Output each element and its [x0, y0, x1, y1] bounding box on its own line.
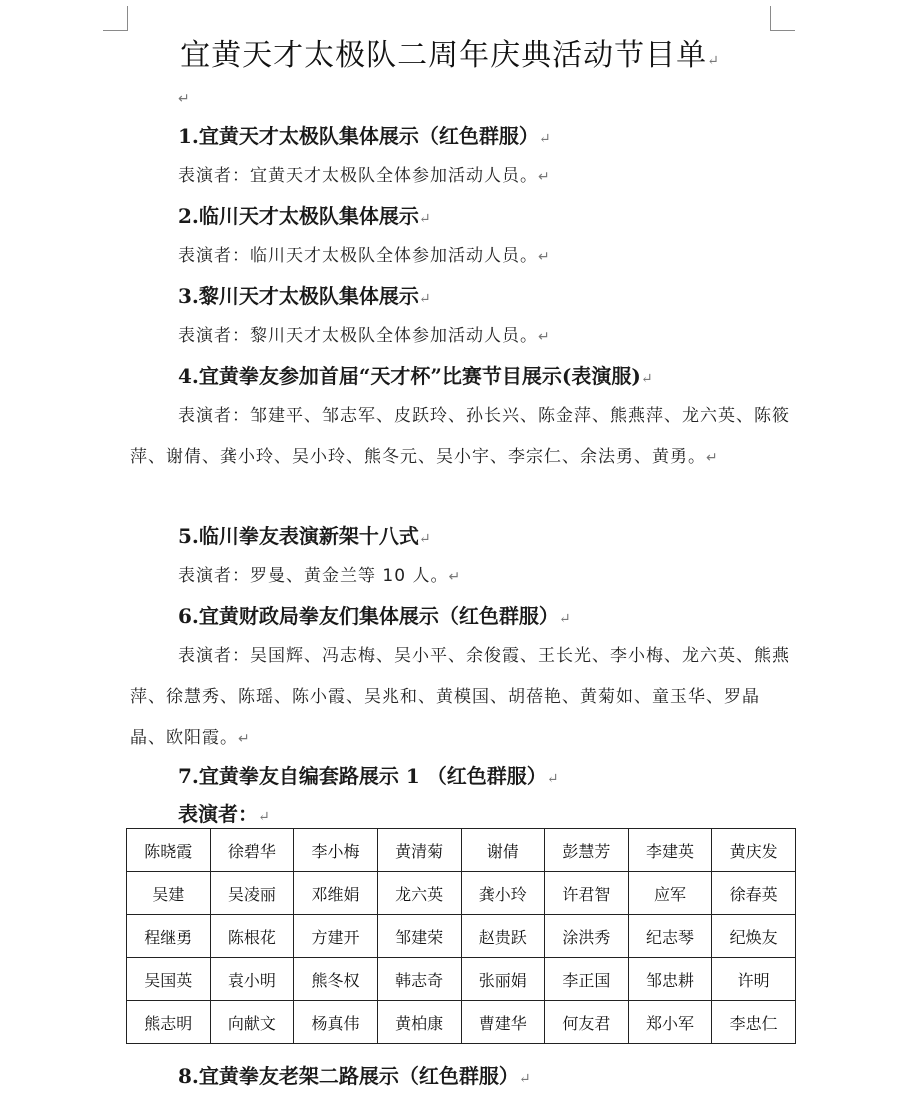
- program-performers[interactable]: 表演者：邹建平、邹志军、皮跃玲、孙长兴、陈金萍、熊燕萍、龙六英、陈筱萍、谢倩、龚小玲、吴小玲、熊冬元、吴小宇、李宗仁、余法勇、黄勇。↵: [130, 406, 790, 467]
- program-item-8: [130, 1056, 790, 1096]
- table-row: [127, 958, 796, 1001]
- table-cell[interactable]: 熊冬权: [294, 958, 378, 1001]
- page-corner-mark-top-left: [103, 6, 128, 31]
- paragraph-mark-icon: ↵: [178, 91, 190, 107]
- program-item-6: [130, 596, 790, 760]
- table-cell[interactable]: 陈根花: [210, 915, 294, 958]
- table-cell[interactable]: 黄柏康: [377, 1001, 461, 1044]
- table-cell[interactable]: 曹建华: [461, 1001, 545, 1044]
- table-cell[interactable]: 韩志奇: [377, 958, 461, 1001]
- table-row: [127, 872, 796, 915]
- table-cell[interactable]: 熊志明: [127, 1001, 211, 1044]
- program-item-5: [130, 516, 790, 598]
- program-performers[interactable]: 表演者：罗曼、黄金兰等 10 人。↵: [178, 566, 462, 586]
- table-cell[interactable]: 李忠仁: [712, 1001, 796, 1044]
- program-title[interactable]: 4.宜黄拳友参加首届“天才杯”比赛节目展示(表演服)↵: [178, 364, 653, 388]
- program-title[interactable]: 2.临川天才太极队集体展示↵: [178, 204, 431, 228]
- table-cell[interactable]: 黄清菊: [377, 829, 461, 872]
- table-cell[interactable]: 袁小明: [210, 958, 294, 1001]
- program-performers[interactable]: 表演者：宜黄天才太极队全体参加活动人员。↵: [178, 166, 551, 186]
- program-item-7: [130, 756, 790, 835]
- program-item-3: [130, 276, 790, 358]
- table-cell[interactable]: 何友君: [545, 1001, 629, 1044]
- paragraph-mark-icon: ↵: [448, 569, 462, 585]
- performer-roster-table: [126, 828, 796, 1044]
- program-title[interactable]: 3.黎川天才太极队集体展示↵: [178, 284, 431, 308]
- page-corner-mark-top-right: [770, 6, 795, 31]
- program-title[interactable]: 8.宜黄拳友老架二路展示（红色群服）↵: [178, 1064, 531, 1088]
- document-title[interactable]: 宜黄天才太极队二周年庆典活动节目单↵: [180, 38, 720, 73]
- table-cell[interactable]: 龚小玲: [461, 872, 545, 915]
- table-cell[interactable]: 郑小军: [628, 1001, 712, 1044]
- program-performers[interactable]: 表演者：吴国辉、冯志梅、吴小平、余俊霞、王长光、李小梅、龙六英、熊燕萍、徐慧秀、陈瑶、陈小霞、吴兆和、黄模国、胡蓓艳、黄菊如、童玉华、罗晶晶、欧阳霞。↵: [130, 646, 790, 748]
- paragraph-mark-icon: ↵: [546, 771, 559, 787]
- paragraph-mark-icon: ↵: [238, 731, 251, 747]
- table-cell[interactable]: 张丽娟: [461, 958, 545, 1001]
- program-title[interactable]: 7.宜黄拳友自编套路展示 1 （红色群服）↵: [178, 764, 559, 788]
- program-performers[interactable]: 表演者：临川天才太极队全体参加活动人员。↵: [178, 246, 551, 266]
- table-cell[interactable]: 许明: [712, 958, 796, 1001]
- program-title[interactable]: 1.宜黄天才太极队集体展示（红色群服）↵: [178, 124, 551, 148]
- table-cell[interactable]: 陈晓霞: [127, 829, 211, 872]
- table-cell[interactable]: 李建英: [628, 829, 712, 872]
- program-title[interactable]: 6.宜黄财政局拳友们集体展示（红色群服）↵: [178, 604, 571, 628]
- table-cell[interactable]: 许君智: [545, 872, 629, 915]
- table-cell[interactable]: 徐碧华: [210, 829, 294, 872]
- table-row: [127, 829, 796, 872]
- program-performers-label[interactable]: 表演者：↵: [178, 802, 270, 826]
- table-cell[interactable]: 邓维娟: [294, 872, 378, 915]
- table-row: [127, 1001, 796, 1044]
- table-cell[interactable]: 纪焕友: [712, 915, 796, 958]
- table-cell[interactable]: 程继勇: [127, 915, 211, 958]
- table-cell[interactable]: 方建开: [294, 915, 378, 958]
- paragraph-mark-icon: ↵: [258, 809, 270, 825]
- paragraph-mark-icon: ↵: [418, 211, 431, 227]
- table-cell[interactable]: 邹建荣: [377, 915, 461, 958]
- empty-paragraph[interactable]: [178, 88, 190, 107]
- program-item-4: [130, 356, 790, 479]
- table-cell[interactable]: 徐春英: [712, 872, 796, 915]
- table-cell[interactable]: 彭慧芳: [545, 829, 629, 872]
- table-cell[interactable]: 杨真伟: [294, 1001, 378, 1044]
- paragraph-mark-icon: ↵: [518, 1071, 531, 1087]
- program-title[interactable]: 5.临川拳友表演新架十八式↵: [178, 524, 431, 548]
- table-cell[interactable]: 李小梅: [294, 829, 378, 872]
- table-cell[interactable]: 谢倩: [461, 829, 545, 872]
- table-cell[interactable]: 龙六英: [377, 872, 461, 915]
- table-cell[interactable]: 黄庆发: [712, 829, 796, 872]
- paragraph-mark-icon: ↵: [558, 611, 571, 627]
- program-item-1: [130, 116, 790, 198]
- paragraph-mark-icon: ↵: [538, 131, 551, 147]
- paragraph-mark-icon: ↵: [706, 450, 719, 466]
- table-cell[interactable]: 吴建: [127, 872, 211, 915]
- table-cell[interactable]: 吴国英: [127, 958, 211, 1001]
- table-cell[interactable]: 赵贵跃: [461, 915, 545, 958]
- table-row: [127, 915, 796, 958]
- table-cell[interactable]: 邹忠耕: [628, 958, 712, 1001]
- program-performers[interactable]: 表演者：黎川天才太极队全体参加活动人员。↵: [178, 326, 551, 346]
- table-cell[interactable]: 纪志琴: [628, 915, 712, 958]
- table-cell[interactable]: 向献文: [210, 1001, 294, 1044]
- program-item-2: [130, 196, 790, 278]
- paragraph-mark-icon: ↵: [418, 531, 431, 547]
- table-cell[interactable]: 涂洪秀: [545, 915, 629, 958]
- paragraph-mark-icon: ↵: [538, 249, 551, 265]
- paragraph-mark-icon: ↵: [418, 291, 431, 307]
- table-cell[interactable]: 李正国: [545, 958, 629, 1001]
- paragraph-mark-icon: ↵: [707, 53, 720, 69]
- paragraph-mark-icon: ↵: [640, 371, 653, 387]
- table-cell[interactable]: 应军: [628, 872, 712, 915]
- paragraph-mark-icon: ↵: [538, 329, 551, 345]
- paragraph-mark-icon: ↵: [538, 169, 551, 185]
- table-cell[interactable]: 吴凌丽: [210, 872, 294, 915]
